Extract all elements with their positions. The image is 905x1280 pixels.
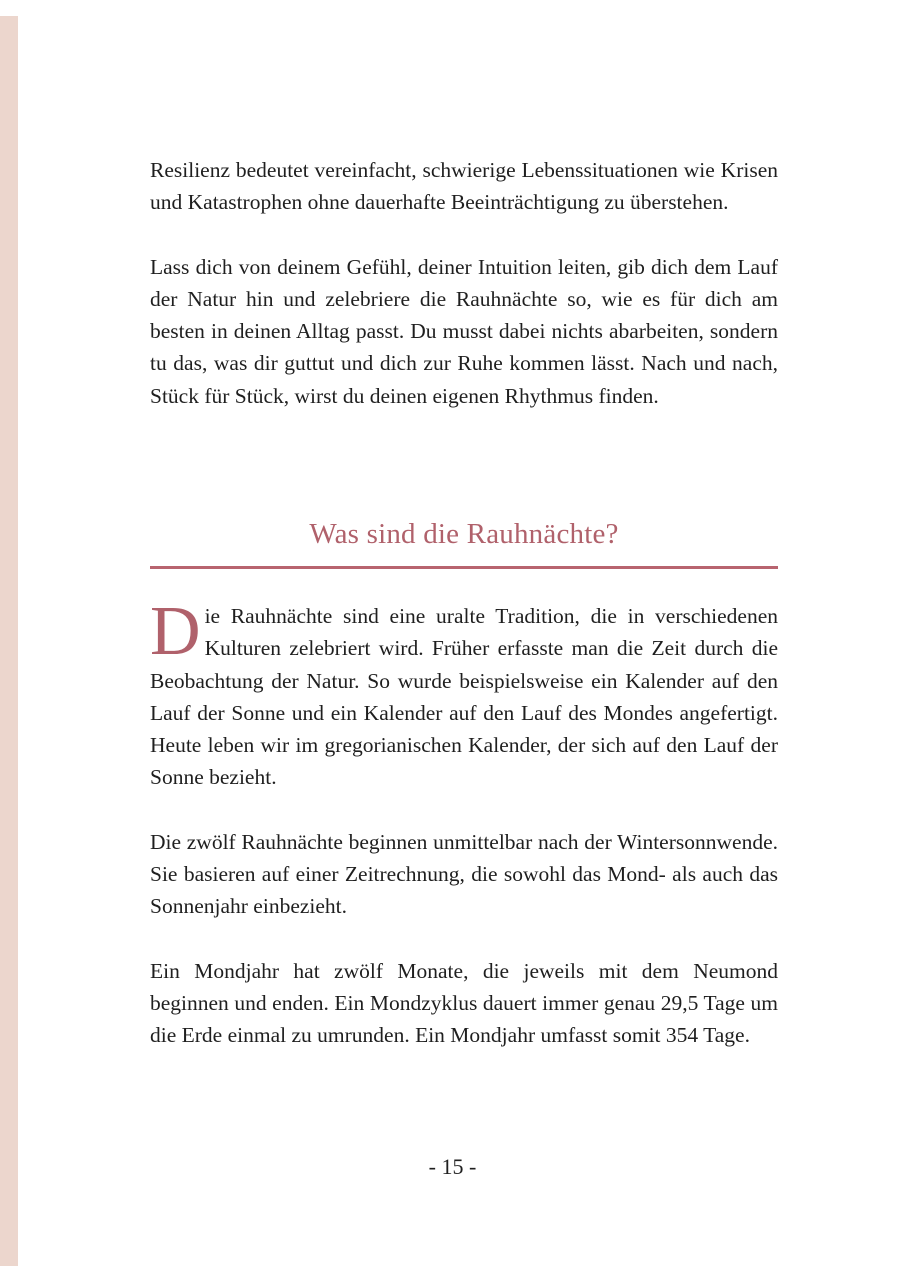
paragraph-resilienz: Resilienz bedeutet vereinfacht, schwierige Lebenssituationen wie Krisen und Katastrophen ohne dauerhafte Beeinträchtigung zu überstehen. [150, 158, 778, 215]
body-text-top [150, 154, 778, 412]
heading-rule [150, 566, 778, 569]
page-number: - 15 - [428, 1154, 477, 1179]
paragraph-tradition-text: ie Rauhnächte sind eine uralte Tradition, die in verschiedenen Kulturen zelebriert wird. Früher erfasste man die Zeit durch die Beobachtung der Natur. So wurde beispielsweise ein Kalender auf den Lauf der Sonne und ein Kalender auf den Lauf des Mondes angefertigt. Heute leben wir im gregorianischen Kalender, der sich auf den Lauf der Sonne bezieht. [150, 604, 778, 790]
paragraph-rauhnaechte: Die zwölf Rauhnächte beginnen unmittelbar nach der Wintersonnwende. Sie basieren auf einer Zeitrechnung, die sowohl das Mond- als auch das Sonnenjahr einbezieht. [150, 829, 778, 919]
body-text-bottom [150, 593, 778, 1052]
drop-cap: D [150, 593, 201, 670]
paragraph-intuition: Lass dich von deinem Gefühl, deiner Intuition leiten, gib dich dem Lauf der Natur hin und zelebriere die Rauhnächte so, wie es für dich am besten in deinen Alltag passt. Du musst dabei nichts abarbeiten, sondern tu das, was dir guttut und dich zur Ruhe kommen lässt. Nach und nach, Stück für Stück, wirst du deinen eigenen Rhythmus finden. [150, 254, 778, 408]
paragraph-mondjahr: Ein Mondjahr hat zwölf Monate, die jeweils mit dem Neumond beginnen und enden. Ein Mondzyklus dauert immer genau 29,5 Tage um die Erde einmal zu umrunden. Ein Mondjahr umfasst somit 354 Tage. [150, 958, 778, 1048]
section-heading: Was sind die Rauhnächte? [309, 518, 619, 550]
paragraph-tradition [150, 593, 778, 794]
page-edge-strip [0, 16, 18, 1266]
